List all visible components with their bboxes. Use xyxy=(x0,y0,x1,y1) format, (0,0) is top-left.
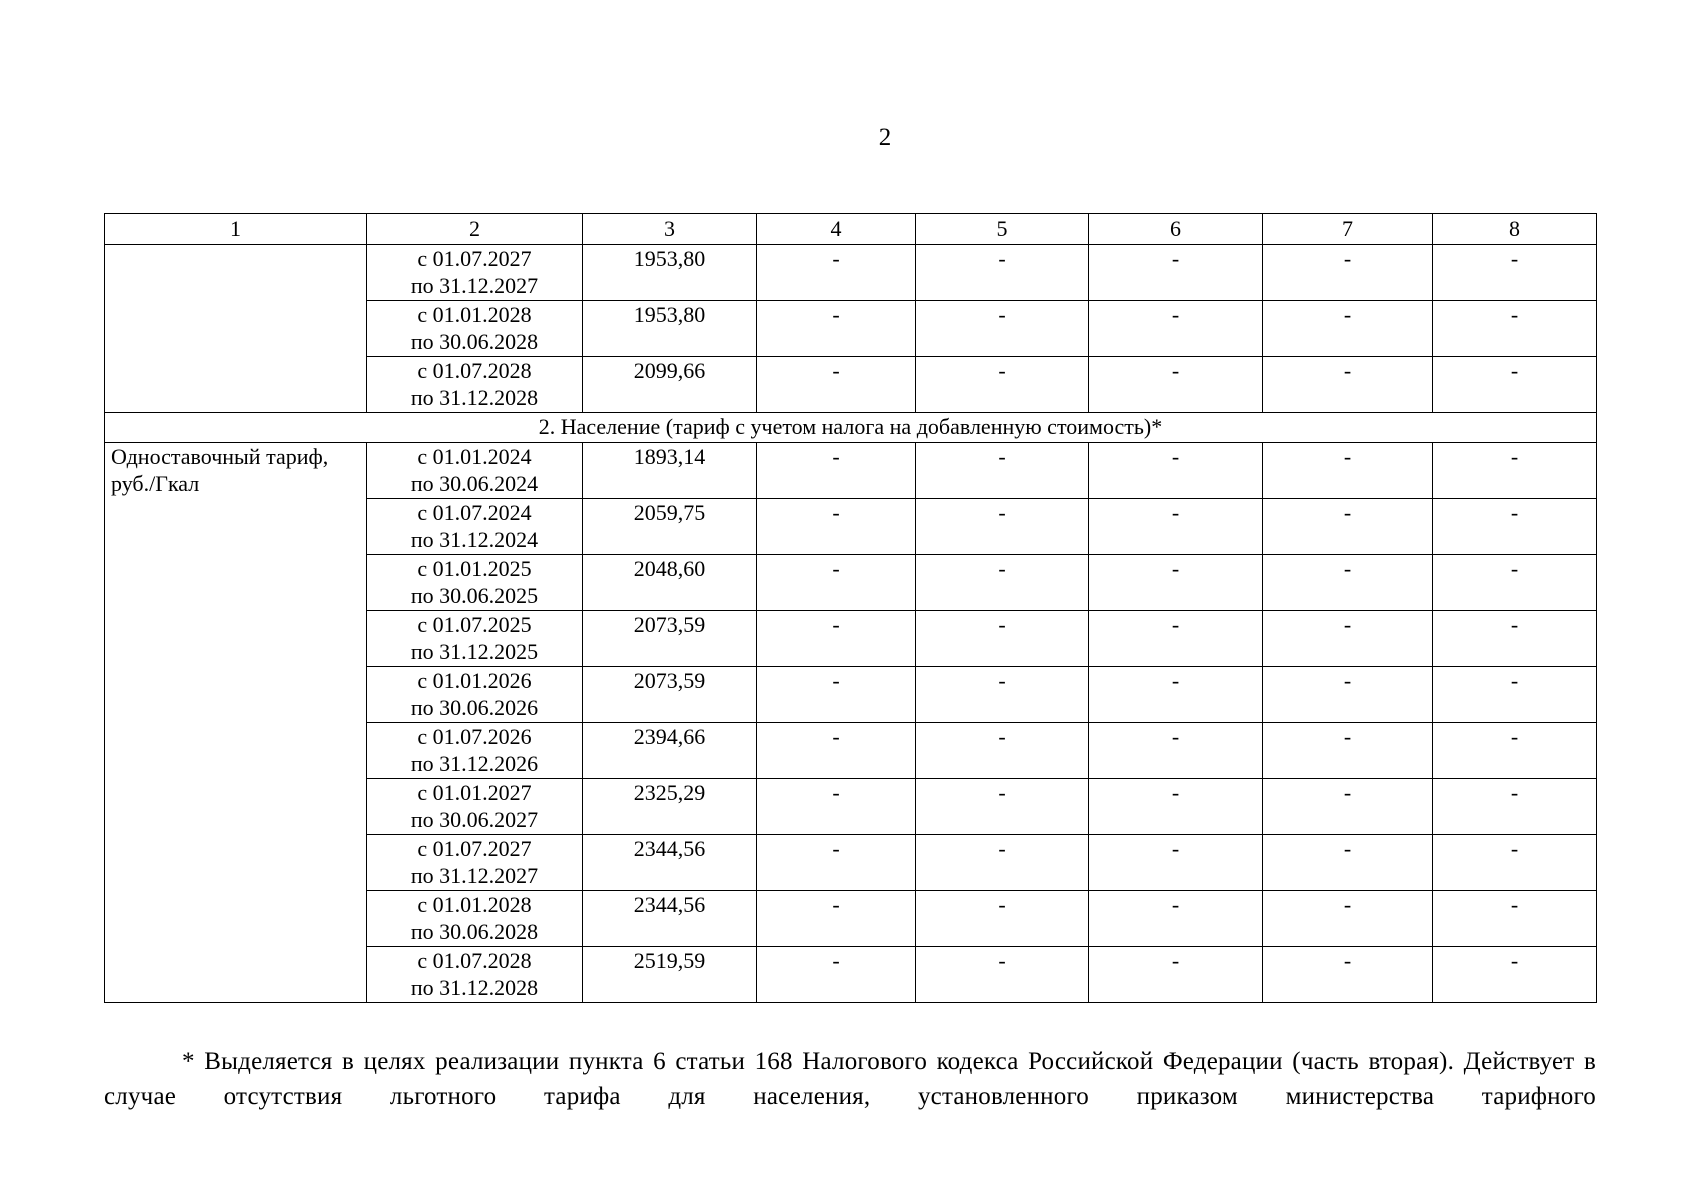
period-to: по 31.12.2028 xyxy=(410,975,539,1000)
period-to: по 31.12.2027 xyxy=(410,273,539,298)
empty-value: - xyxy=(1089,723,1263,779)
empty-value: - xyxy=(1433,611,1597,667)
period-cell xyxy=(367,723,583,779)
empty-value: - xyxy=(916,723,1089,779)
period-from: с 01.01.2026 xyxy=(417,668,532,693)
empty-value: - xyxy=(757,667,916,723)
period-cell xyxy=(367,891,583,947)
empty-value: - xyxy=(1089,555,1263,611)
row-group-label xyxy=(105,245,367,413)
empty-value: - xyxy=(1433,245,1597,301)
period-from: с 01.07.2024 xyxy=(417,500,532,525)
period-cell xyxy=(367,443,583,499)
empty-value: - xyxy=(757,301,916,357)
period-cell xyxy=(367,301,583,357)
period-cell xyxy=(367,947,583,1003)
empty-value: - xyxy=(916,947,1089,1003)
empty-value: - xyxy=(1263,357,1433,413)
section-header-row xyxy=(105,413,1597,443)
empty-value: - xyxy=(1089,499,1263,555)
table-body xyxy=(105,214,1597,1003)
period-from: с 01.07.2027 xyxy=(417,836,532,861)
empty-value: - xyxy=(1089,611,1263,667)
period-cell xyxy=(367,555,583,611)
period-to: по 30.06.2025 xyxy=(410,583,539,608)
period-cell xyxy=(367,499,583,555)
period-from: с 01.07.2028 xyxy=(417,358,532,383)
empty-value: - xyxy=(1433,301,1597,357)
period-from: с 01.07.2028 xyxy=(417,948,532,973)
table-row xyxy=(105,245,1597,301)
period-from: с 01.07.2027 xyxy=(417,246,532,271)
tariff-value: 2073,59 xyxy=(583,611,757,667)
empty-value: - xyxy=(1433,723,1597,779)
tariff-value: 2048,60 xyxy=(583,555,757,611)
empty-value: - xyxy=(1089,443,1263,499)
section-title: 2. Население (тариф с учетом налога на добавленную стоимость)* xyxy=(105,413,1597,443)
column-header: 5 xyxy=(916,214,1089,245)
empty-value: - xyxy=(1089,835,1263,891)
empty-value: - xyxy=(916,835,1089,891)
empty-value: - xyxy=(757,947,916,1003)
period-from: с 01.07.2026 xyxy=(417,724,532,749)
empty-value: - xyxy=(916,499,1089,555)
empty-value: - xyxy=(1089,947,1263,1003)
empty-value: - xyxy=(757,835,916,891)
column-header: 6 xyxy=(1089,214,1263,245)
period-from: с 01.07.2025 xyxy=(417,612,532,637)
period-cell xyxy=(367,357,583,413)
tariff-value: 2059,75 xyxy=(583,499,757,555)
tariff-value: 2099,66 xyxy=(583,357,757,413)
empty-value: - xyxy=(916,301,1089,357)
empty-value: - xyxy=(757,443,916,499)
empty-value: - xyxy=(1263,611,1433,667)
empty-value: - xyxy=(1263,947,1433,1003)
empty-value: - xyxy=(757,891,916,947)
empty-value: - xyxy=(757,357,916,413)
empty-value: - xyxy=(1433,779,1597,835)
period-from: с 01.01.2024 xyxy=(417,444,532,469)
empty-value: - xyxy=(916,891,1089,947)
page-number: 2 xyxy=(878,124,892,151)
empty-value: - xyxy=(916,611,1089,667)
empty-value: - xyxy=(757,555,916,611)
tariff-value: 1953,80 xyxy=(583,245,757,301)
empty-value: - xyxy=(1089,245,1263,301)
empty-value: - xyxy=(757,723,916,779)
period-from: с 01.01.2028 xyxy=(417,892,532,917)
row-group-label: Одноставочный тариф, руб./Гкал xyxy=(105,443,367,1003)
period-to: по 30.06.2026 xyxy=(410,695,539,720)
empty-value: - xyxy=(757,779,916,835)
empty-value: - xyxy=(1433,555,1597,611)
period-to: по 31.12.2024 xyxy=(410,527,539,552)
period-from: с 01.01.2027 xyxy=(417,780,532,805)
empty-value: - xyxy=(1263,891,1433,947)
header-row xyxy=(105,214,1597,245)
period-to: по 31.12.2028 xyxy=(410,385,539,410)
table-row xyxy=(105,443,1597,499)
column-header: 7 xyxy=(1263,214,1433,245)
empty-value: - xyxy=(1263,245,1433,301)
empty-value: - xyxy=(916,443,1089,499)
period-to: по 30.06.2027 xyxy=(410,807,539,832)
empty-value: - xyxy=(1263,555,1433,611)
tariff-value: 2394,66 xyxy=(583,723,757,779)
empty-value: - xyxy=(1263,779,1433,835)
period-to: по 31.12.2027 xyxy=(410,863,539,888)
period-cell xyxy=(367,667,583,723)
empty-value: - xyxy=(1433,499,1597,555)
period-to: по 31.12.2026 xyxy=(410,751,539,776)
empty-value: - xyxy=(916,245,1089,301)
empty-value: - xyxy=(1089,667,1263,723)
empty-value: - xyxy=(1263,443,1433,499)
period-from: с 01.01.2028 xyxy=(417,302,532,327)
empty-value: - xyxy=(1433,891,1597,947)
tariff-value: 2344,56 xyxy=(583,835,757,891)
empty-value: - xyxy=(1433,835,1597,891)
empty-value: - xyxy=(1263,667,1433,723)
period-cell xyxy=(367,779,583,835)
period-cell xyxy=(367,611,583,667)
empty-value: - xyxy=(757,245,916,301)
column-header: 4 xyxy=(757,214,916,245)
empty-value: - xyxy=(1433,357,1597,413)
tariff-value: 2344,56 xyxy=(583,891,757,947)
period-to: по 30.06.2024 xyxy=(410,471,539,496)
empty-value: - xyxy=(1089,779,1263,835)
empty-value: - xyxy=(757,499,916,555)
period-from: с 01.01.2025 xyxy=(417,556,532,581)
empty-value: - xyxy=(1263,723,1433,779)
period-cell xyxy=(367,835,583,891)
column-header: 3 xyxy=(583,214,757,245)
empty-value: - xyxy=(1089,301,1263,357)
tariff-value: 1953,80 xyxy=(583,301,757,357)
empty-value: - xyxy=(916,667,1089,723)
footnote: * Выделяется в целях реализации пункта 6 статьи 168 Налогового кодекса Российской Федерации (часть вторая). Действует в случае отсутствия льготного тарифа для населения, установленного приказом министерства тарифного xyxy=(104,1048,1596,1110)
empty-value: - xyxy=(916,779,1089,835)
tariff-value: 2325,29 xyxy=(583,779,757,835)
empty-value: - xyxy=(916,555,1089,611)
period-to: по 30.06.2028 xyxy=(410,919,539,944)
tariff-value: 2073,59 xyxy=(583,667,757,723)
empty-value: - xyxy=(916,357,1089,413)
empty-value: - xyxy=(1263,499,1433,555)
empty-value: - xyxy=(1089,357,1263,413)
column-header: 8 xyxy=(1433,214,1597,245)
column-header: 2 xyxy=(367,214,583,245)
period-cell xyxy=(367,245,583,301)
tariff-value: 1893,14 xyxy=(583,443,757,499)
period-to: по 30.06.2028 xyxy=(410,329,539,354)
tariff-table xyxy=(104,213,1597,1003)
tariff-value: 2519,59 xyxy=(583,947,757,1003)
empty-value: - xyxy=(1089,891,1263,947)
empty-value: - xyxy=(1263,835,1433,891)
empty-value: - xyxy=(1263,301,1433,357)
empty-value: - xyxy=(1433,947,1597,1003)
empty-value: - xyxy=(757,611,916,667)
column-header: 1 xyxy=(105,214,367,245)
empty-value: - xyxy=(1433,667,1597,723)
empty-value: - xyxy=(1433,443,1597,499)
period-to: по 31.12.2025 xyxy=(410,639,539,664)
